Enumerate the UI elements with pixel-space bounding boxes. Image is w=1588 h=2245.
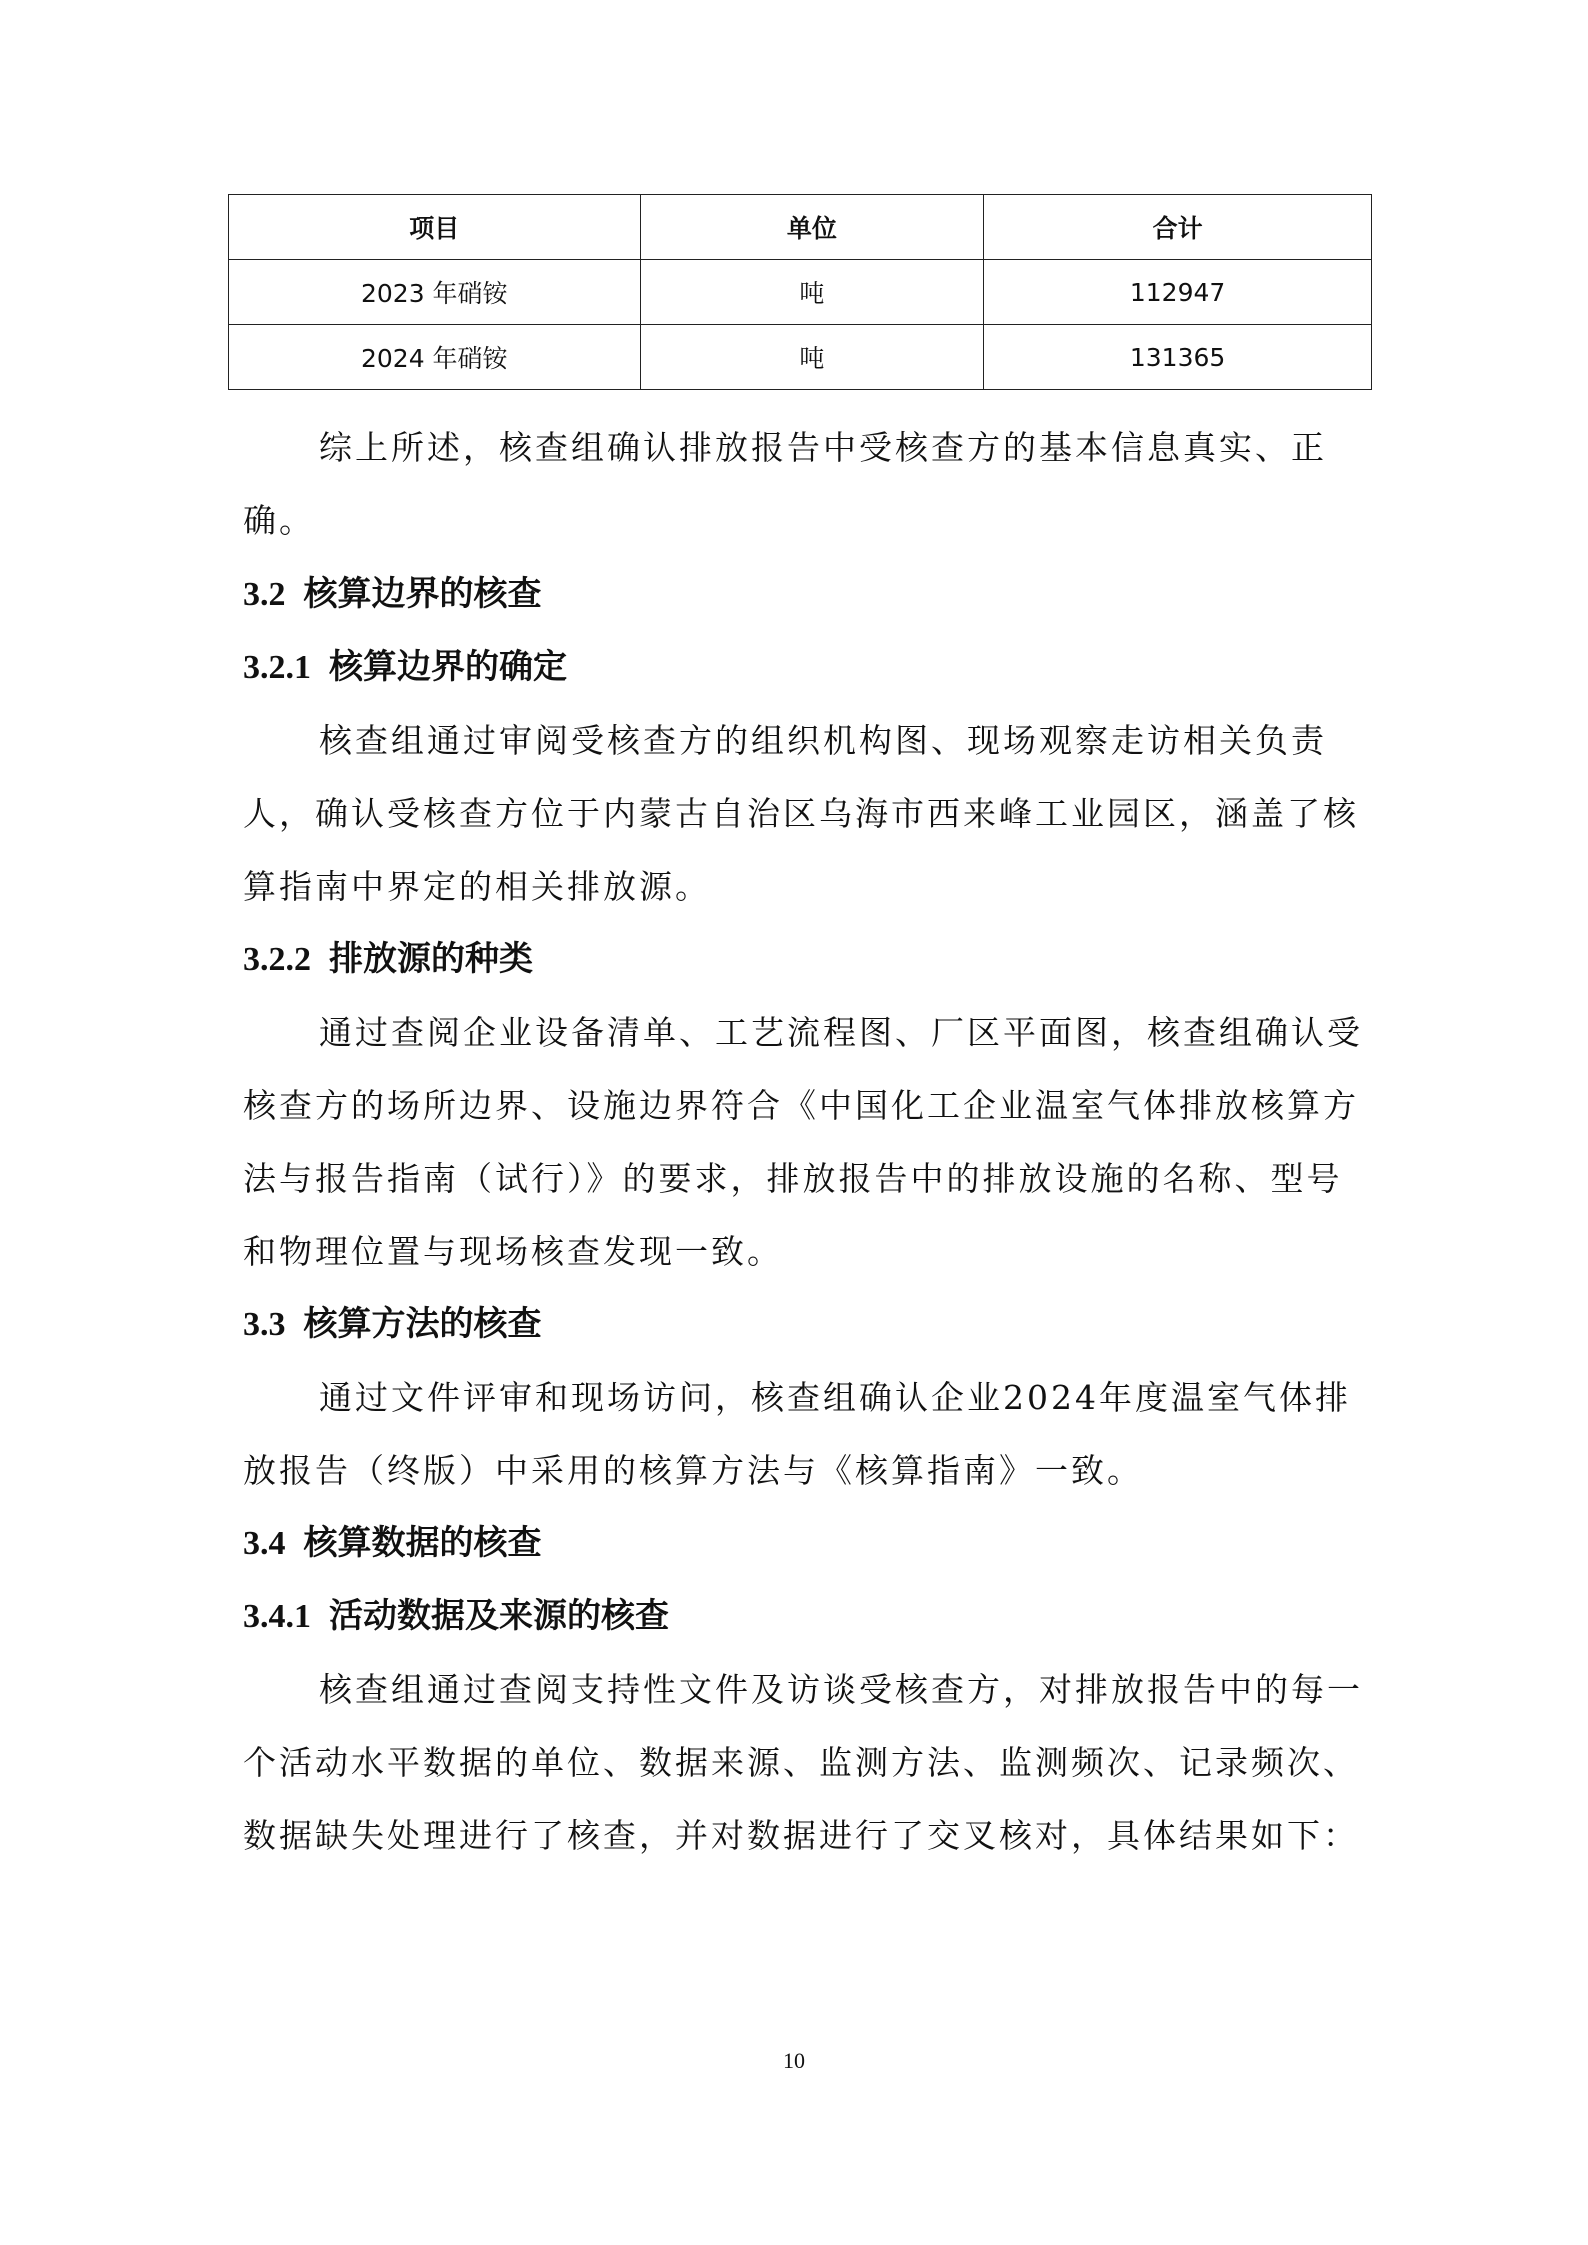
table-header-unit: 单位 <box>640 195 984 260</box>
heading-number: 3.3 <box>243 1306 286 1343</box>
paragraph-sources: 通过查阅企业设备清单、工艺流程图、厂区平面图，核查组确认受核查方的场所边界、设施边界符合《中国化工企业温室气体排放核算方法与报告指南（试行）》的要求，排放报告中的排放设施的名称、型号和物理位置与现场核查发现一致。 <box>243 1013 1363 1271</box>
heading-text: 核算方法的核查 <box>303 1304 542 1344</box>
paragraph-summary: 综上所述，核查组确认排放报告中受核查方的基本信息真实、正确。 <box>243 428 1327 540</box>
heading-text: 核算数据的核查 <box>303 1523 542 1563</box>
table-header-item: 项目 <box>229 195 641 260</box>
heading-text: 核算边界的确定 <box>329 647 567 687</box>
paragraph-activity-data: 核查组通过查阅支持性文件及访谈受核查方，对排放报告中的每一个活动水平数据的单位、数据来源、监测方法、监测频次、记录频次、数据缺失处理进行了核查，并对数据进行了交叉核对，具体结果如下： <box>243 1670 1363 1855</box>
heading-text: 核算边界的核查 <box>303 574 542 614</box>
table-cell: 2023 年硝铵 <box>229 260 641 325</box>
paragraph-boundary: 核查组通过审阅受核查方的组织机构图、现场观察走访相关负责人，确认受核查方位于内蒙古自治区乌海市西来峰工业园区，涵盖了核算指南中界定的相关排放源。 <box>243 721 1359 906</box>
heading-3-2-2 <box>243 923 533 996</box>
table-cell: 131365 <box>984 325 1372 390</box>
heading-3-4-1 <box>243 1580 669 1653</box>
heading-3-3 <box>243 1288 542 1361</box>
heading-number: 3.2.1 <box>243 649 311 686</box>
heading-number: 3.2 <box>243 576 286 613</box>
table-row <box>229 260 1372 325</box>
page-number: 10 <box>783 2048 805 2073</box>
table-header-total: 合计 <box>984 195 1372 260</box>
table-cell: 112947 <box>984 260 1372 325</box>
table-row <box>229 325 1372 390</box>
table-cell: 吨 <box>640 260 984 325</box>
production-table <box>228 194 1372 390</box>
heading-text: 排放源的种类 <box>329 939 533 979</box>
heading-3-2-1 <box>243 631 567 704</box>
heading-number: 3.4 <box>243 1525 286 1562</box>
table-cell: 吨 <box>640 325 984 390</box>
heading-3-2 <box>243 558 542 631</box>
table-cell: 2024 年硝铵 <box>229 325 641 390</box>
table-header-row <box>229 195 1372 260</box>
heading-text: 活动数据及来源的核查 <box>329 1596 669 1636</box>
paragraph-method: 通过文件评审和现场访问，核查组确认企业2024年度温室气体排放报告（终版）中采用的核算方法与《核算指南》一致。 <box>243 1378 1351 1490</box>
heading-number: 3.2.2 <box>243 941 311 978</box>
heading-number: 3.4.1 <box>243 1598 311 1635</box>
heading-3-4 <box>243 1507 542 1580</box>
